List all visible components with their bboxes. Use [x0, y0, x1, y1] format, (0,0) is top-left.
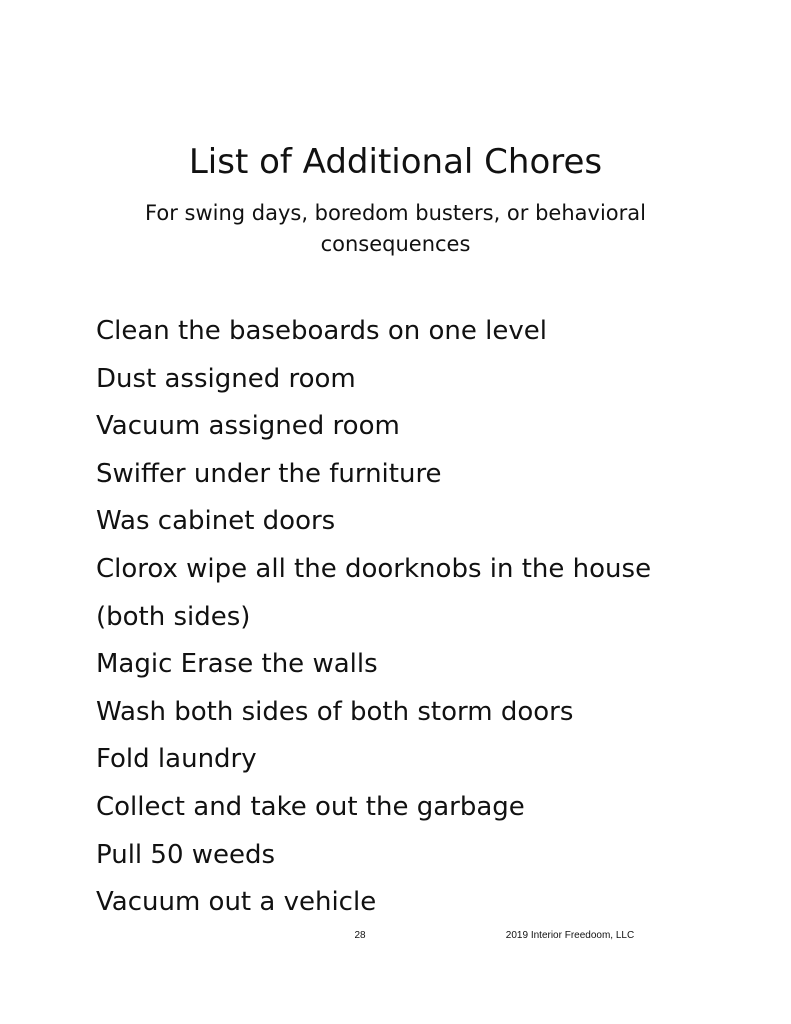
- chore-item: Clean the baseboards on one level: [96, 316, 547, 346]
- chore-item: Magic Erase the walls: [96, 649, 378, 680]
- chore-item: Vacuum out a vehicle: [96, 887, 377, 918]
- chore-item: Clorox wipe all the doorknobs in the house: [96, 553, 652, 584]
- chore-item: Wash both sides of both storm doors: [96, 696, 574, 727]
- chore-item: Pull 50 weeds: [96, 839, 276, 870]
- chore-item: Collect and take out the garbage: [96, 791, 525, 822]
- chore-item: Dust assigned room: [96, 363, 356, 394]
- chore-item: Vacuum assigned room: [96, 411, 400, 442]
- chore-item: Fold laundry: [96, 744, 257, 775]
- copyright-notice: 2019 Interior Freedoom, LLC: [505, 930, 635, 941]
- chore-list: [96, 308, 736, 927]
- chore-item-continuation: (both sides): [96, 601, 251, 632]
- chore-item: Was cabinet doors: [96, 506, 336, 537]
- page-title: List of Additional Chores: [188, 142, 603, 182]
- page-subtitle: For swing days, boredom busters, or behavioral consequences: [145, 201, 646, 256]
- page-number: 28: [354, 930, 366, 941]
- chore-item: Swiffer under the furniture: [96, 458, 442, 489]
